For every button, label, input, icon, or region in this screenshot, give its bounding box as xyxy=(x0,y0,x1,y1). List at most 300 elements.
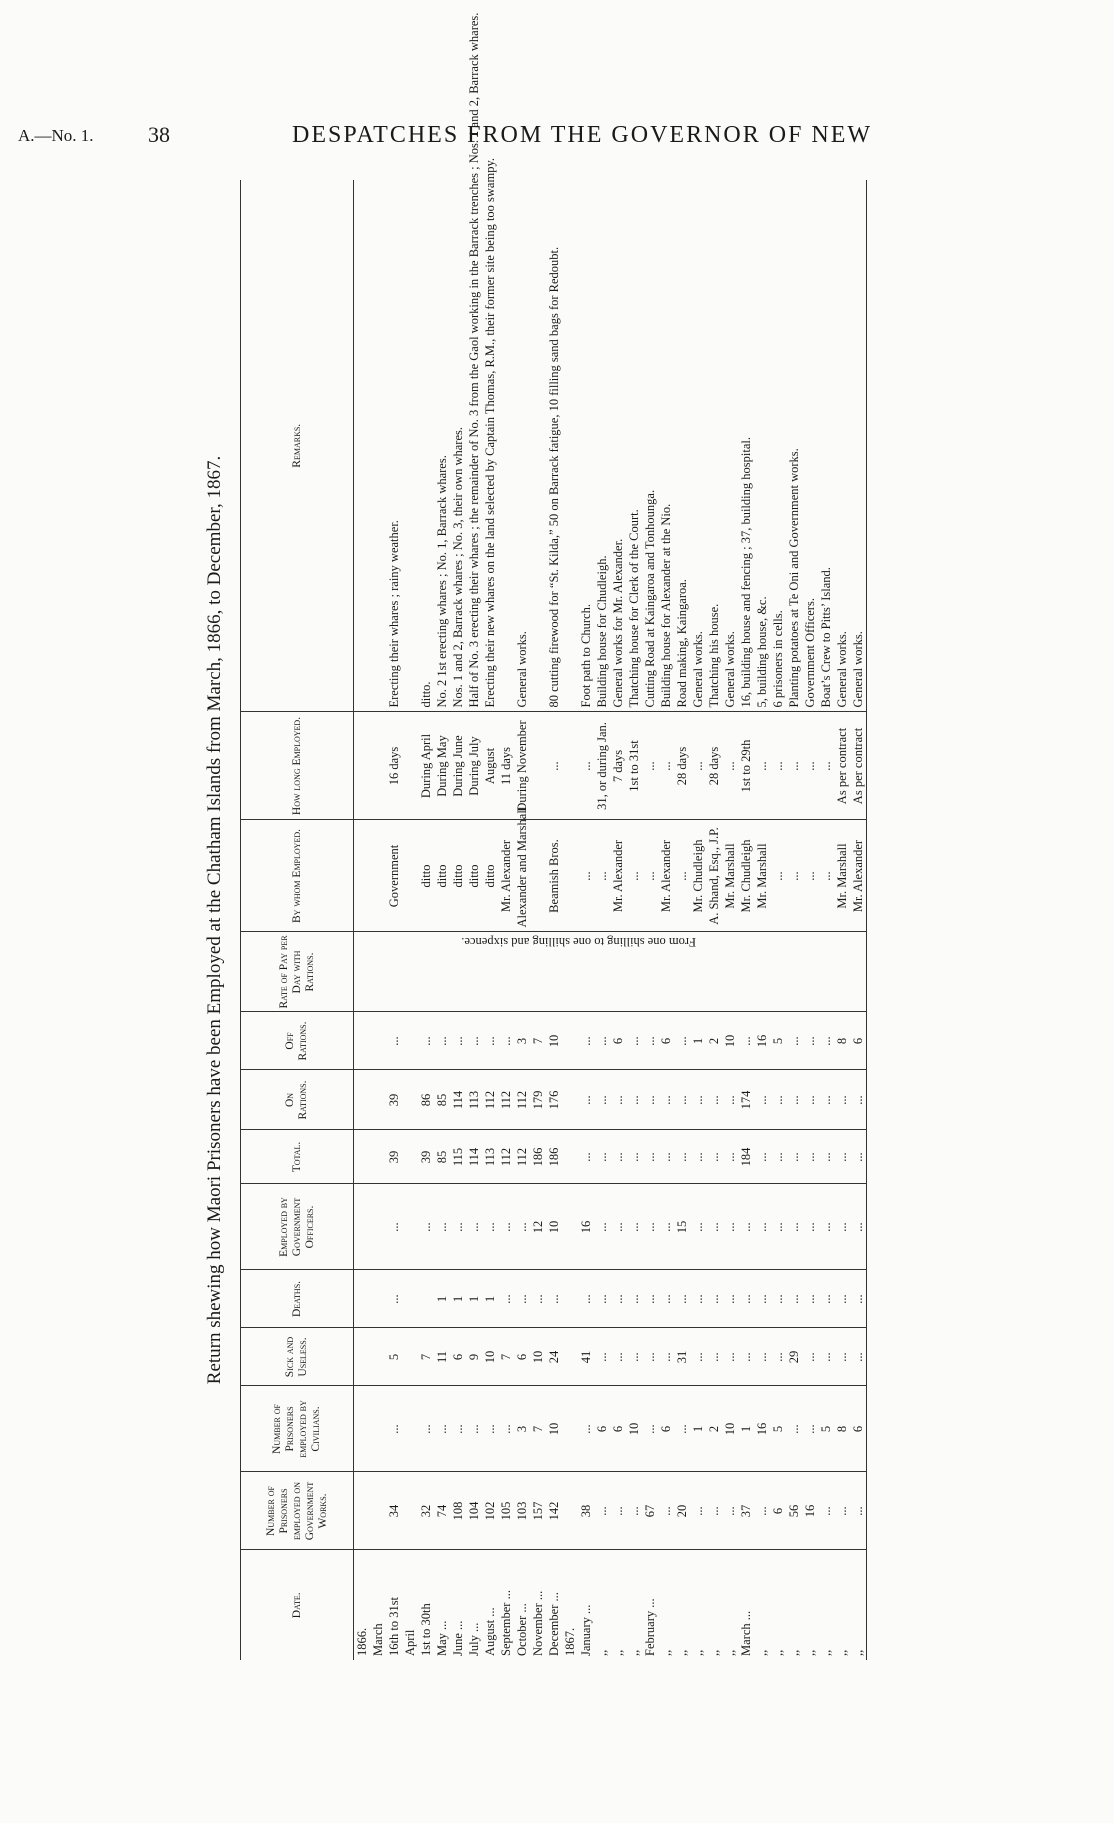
cell-remarks: Erecting their new whares on the land selected by Captain Thomas, R.M., their former site being too swampy. xyxy=(482,180,498,712)
cell-remarks: General works. xyxy=(834,180,850,712)
cell-govt-officers xyxy=(402,1184,418,1270)
table-title: Return shewing how Maori Prisoners have been Employed at the Chatham Islands from March, 1866, to December, 1867. xyxy=(204,455,225,1385)
col-deaths: Deaths. xyxy=(241,1270,354,1328)
cell-govt-works: ... xyxy=(658,1472,674,1550)
cell-by-whom: Mr. Alexander xyxy=(498,820,514,932)
cell-deaths: ... xyxy=(706,1270,722,1328)
cell-date: ,, xyxy=(611,1649,625,1656)
cell-by-whom: ... xyxy=(594,820,610,932)
cell-by-whom: Mr. Chudleigh xyxy=(738,820,754,932)
cell-civilians xyxy=(370,1386,386,1472)
cell-civilians: 6 xyxy=(658,1386,674,1472)
cell-civilians: 6 xyxy=(850,1386,867,1472)
cell-by-whom: ... xyxy=(626,820,642,932)
cell-by-whom: ditto xyxy=(482,820,498,932)
cell-govt-officers: ... xyxy=(658,1184,674,1270)
cell-govt-officers: ... xyxy=(834,1184,850,1270)
cell-sick: ... xyxy=(738,1328,754,1386)
cell-remarks: Erecting their whares ; rainy weather. xyxy=(386,180,402,712)
rate-of-pay-text: From one shilling to one shilling and sixpence. xyxy=(461,935,697,950)
cell-by-whom: ditto xyxy=(434,820,450,932)
cell-govt-works: 20 xyxy=(674,1472,690,1550)
cell-how-long xyxy=(562,712,578,820)
cell-sick: 10 xyxy=(482,1328,498,1386)
cell-on-rations: ... xyxy=(754,1070,770,1130)
cell-govt-works: 105 xyxy=(498,1472,514,1550)
cell-remarks: 16, building house and fencing ; 37, building hospital. xyxy=(738,180,754,712)
cell-sick: ... xyxy=(850,1328,867,1386)
cell-on-rations: ... xyxy=(818,1070,834,1130)
cell-on-rations: ... xyxy=(706,1070,722,1130)
cell-how-long: 11 days xyxy=(498,712,514,820)
cell-sick: 31 xyxy=(674,1328,690,1386)
cell-rate xyxy=(386,932,402,1012)
cell-govt-works: 108 xyxy=(450,1472,466,1550)
col-civilians: Number of Prisoners employed by Civilians. xyxy=(241,1386,354,1472)
cell-remarks: General works. xyxy=(850,180,867,712)
cell-how-long: 16 days xyxy=(386,712,402,820)
cell-rate xyxy=(466,932,482,1012)
cell-how-long: 1st to 29th xyxy=(738,712,754,820)
cell-total: ... xyxy=(626,1130,642,1184)
cell-civilians: ... xyxy=(642,1386,658,1472)
cell-sick xyxy=(562,1328,578,1386)
cell-date: March xyxy=(371,1623,385,1656)
cell-govt-works: ... xyxy=(690,1472,706,1550)
cell-total: 112 xyxy=(514,1130,530,1184)
cell-total: ... xyxy=(786,1130,802,1184)
cell-date: ,, xyxy=(659,1649,673,1656)
cell-rate xyxy=(626,932,642,1012)
cell-date: May ... xyxy=(435,1620,449,1656)
cell-sick: ... xyxy=(690,1328,706,1386)
table-row xyxy=(354,180,371,1660)
cell-on-rations: ... xyxy=(770,1070,786,1130)
table-row xyxy=(802,180,818,1660)
cell-on-rations: 112 xyxy=(482,1070,498,1130)
cell-civilians: ... xyxy=(482,1386,498,1472)
cell-deaths: 1 xyxy=(482,1270,498,1328)
cell-date: October ... xyxy=(515,1603,529,1656)
cell-govt-works: ... xyxy=(834,1472,850,1550)
cell-sick: ... xyxy=(802,1328,818,1386)
cell-remarks: Planting potatoes at Te Oni and Government works. xyxy=(786,180,802,712)
cell-total: ... xyxy=(802,1130,818,1184)
cell-date: July ... xyxy=(467,1622,481,1656)
cell-deaths: 1 xyxy=(450,1270,466,1328)
cell-remarks: ditto. xyxy=(418,180,434,712)
cell-how-long: During July xyxy=(466,712,482,820)
cell-remarks: Building house for Chudleigh. xyxy=(594,180,610,712)
cell-rate xyxy=(498,932,514,1012)
cell-sick xyxy=(354,1328,371,1386)
cell-sick: ... xyxy=(626,1328,642,1386)
cell-total: 115 xyxy=(450,1130,466,1184)
cell-how-long: During November xyxy=(514,712,530,820)
cell-govt-officers: ... xyxy=(818,1184,834,1270)
cell-off-rations: ... xyxy=(466,1012,482,1070)
cell-on-rations: ... xyxy=(690,1070,706,1130)
cell-remarks xyxy=(562,180,578,712)
cell-off-rations: ... xyxy=(386,1012,402,1070)
cell-rate xyxy=(514,932,530,1012)
cell-remarks: General works. xyxy=(514,180,530,712)
cell-rate xyxy=(642,932,658,1012)
cell-remarks: Building house for Alexander at the Nio. xyxy=(658,180,674,712)
cell-sick: 7 xyxy=(418,1328,434,1386)
cell-govt-officers: ... xyxy=(498,1184,514,1270)
cell-how-long: ... xyxy=(786,712,802,820)
cell-rate xyxy=(562,932,578,1012)
cell-civilians xyxy=(402,1386,418,1472)
cell-how-long: ... xyxy=(578,712,594,820)
cell-rate xyxy=(706,932,722,1012)
cell-remarks: No. 2 1st erecting whares ; No. 1, Barrack whares. xyxy=(434,180,450,712)
cell-by-whom: Mr. Alexander xyxy=(658,820,674,932)
cell-rate xyxy=(546,932,562,1012)
cell-off-rations: ... xyxy=(642,1012,658,1070)
cell-how-long: During April xyxy=(418,712,434,820)
cell-govt-works: 142 xyxy=(546,1472,562,1550)
cell-deaths: ... xyxy=(514,1270,530,1328)
cell-date: February ... xyxy=(643,1598,657,1656)
cell-date: ,, xyxy=(851,1649,865,1656)
cell-remarks: Cutting Road at Kaingaroa and Tonhounga. xyxy=(642,180,658,712)
cell-remarks xyxy=(370,180,386,712)
cell-sick: ... xyxy=(818,1328,834,1386)
cell-total: 184 xyxy=(738,1130,754,1184)
cell-on-rations: ... xyxy=(674,1070,690,1130)
cell-civilians: ... xyxy=(386,1386,402,1472)
cell-date: ,, xyxy=(675,1649,689,1656)
cell-civilians: ... xyxy=(802,1386,818,1472)
cell-govt-officers: ... xyxy=(850,1184,867,1270)
cell-total: ... xyxy=(706,1130,722,1184)
cell-deaths: ... xyxy=(386,1270,402,1328)
cell-remarks: Boat’s Crew to Pitts’ Island. xyxy=(818,180,834,712)
cell-by-whom: ... xyxy=(578,820,594,932)
cell-on-rations: ... xyxy=(594,1070,610,1130)
cell-remarks: Foot path to Church. xyxy=(578,180,594,712)
cell-sick: 9 xyxy=(466,1328,482,1386)
cell-on-rations xyxy=(562,1070,578,1130)
cell-govt-officers: ... xyxy=(706,1184,722,1270)
cell-civilians: 10 xyxy=(626,1386,642,1472)
cell-deaths xyxy=(402,1270,418,1328)
cell-how-long: As per contract xyxy=(834,712,850,820)
cell-total: ... xyxy=(754,1130,770,1184)
cell-how-long: ... xyxy=(802,712,818,820)
cell-on-rations: 113 xyxy=(466,1070,482,1130)
cell-date: ,, xyxy=(787,1649,801,1656)
cell-date: November ... xyxy=(531,1590,545,1656)
cell-by-whom: ... xyxy=(818,820,834,932)
cell-off-rations: 7 xyxy=(530,1012,546,1070)
cell-govt-officers: ... xyxy=(386,1184,402,1270)
cell-govt-officers: 16 xyxy=(578,1184,594,1270)
cell-civilians: 1 xyxy=(738,1386,754,1472)
cell-off-rations: 1 xyxy=(690,1012,706,1070)
cell-on-rations: ... xyxy=(786,1070,802,1130)
table-row xyxy=(850,180,867,1660)
cell-sick: ... xyxy=(770,1328,786,1386)
cell-by-whom: ... xyxy=(786,820,802,932)
cell-govt-officers: ... xyxy=(594,1184,610,1270)
cell-off-rations: 6 xyxy=(658,1012,674,1070)
cell-remarks: Thatching house for Clerk of the Court. xyxy=(626,180,642,712)
cell-by-whom: ... xyxy=(642,820,658,932)
cell-how-long: August xyxy=(482,712,498,820)
cell-rate xyxy=(530,932,546,1012)
cell-date: ,, xyxy=(707,1649,721,1656)
cell-how-long: ... xyxy=(690,712,706,820)
cell-govt-officers: ... xyxy=(434,1184,450,1270)
cell-deaths: ... xyxy=(786,1270,802,1328)
cell-sick xyxy=(370,1328,386,1386)
cell-on-rations: ... xyxy=(610,1070,626,1130)
cell-by-whom: Government xyxy=(386,820,402,932)
col-govt-officers: Employed by Government Officers. xyxy=(241,1184,354,1270)
cell-deaths: ... xyxy=(594,1270,610,1328)
table-row xyxy=(818,180,834,1660)
page-header xyxy=(0,0,1114,200)
cell-total: 39 xyxy=(386,1130,402,1184)
cell-by-whom: ditto xyxy=(466,820,482,932)
cell-civilians: 10 xyxy=(546,1386,562,1472)
cell-how-long: 1st to 31st xyxy=(626,712,642,820)
cell-sick: 41 xyxy=(578,1328,594,1386)
cell-off-rations: ... xyxy=(450,1012,466,1070)
cell-remarks: 80 cutting firewood for “St. Kilda,” 50 on Barrack fatigue, 10 filling sand bags for Redoubt. xyxy=(546,180,562,712)
cell-deaths: ... xyxy=(834,1270,850,1328)
cell-sick: 24 xyxy=(546,1328,562,1386)
cell-how-long: As per contract xyxy=(850,712,867,820)
cell-rate xyxy=(834,932,850,1012)
cell-on-rations: 174 xyxy=(738,1070,754,1130)
cell-rate xyxy=(722,932,738,1012)
cell-on-rations: 112 xyxy=(514,1070,530,1130)
cell-date: 1866. xyxy=(355,1627,369,1656)
cell-govt-works: 74 xyxy=(434,1472,450,1550)
cell-off-rations: ... xyxy=(626,1012,642,1070)
cell-by-whom: Mr. Chudleigh xyxy=(690,820,706,932)
cell-deaths: ... xyxy=(546,1270,562,1328)
cell-rate xyxy=(786,932,802,1012)
col-rate: Rate of Pay per Day with Rations. xyxy=(241,932,354,1012)
cell-govt-officers: ... xyxy=(690,1184,706,1270)
cell-sick: ... xyxy=(834,1328,850,1386)
cell-by-whom: Beamish Bros. xyxy=(546,820,562,932)
cell-off-rations: 5 xyxy=(770,1012,786,1070)
cell-on-rations: ... xyxy=(642,1070,658,1130)
cell-total xyxy=(354,1130,371,1184)
cell-govt-officers xyxy=(562,1184,578,1270)
cell-rate xyxy=(434,932,450,1012)
cell-sick: 10 xyxy=(530,1328,546,1386)
cell-off-rations xyxy=(562,1012,578,1070)
cell-deaths xyxy=(418,1270,434,1328)
cell-civilians: ... xyxy=(434,1386,450,1472)
cell-on-rations: ... xyxy=(658,1070,674,1130)
cell-govt-officers: ... xyxy=(466,1184,482,1270)
cell-date: ,, xyxy=(723,1649,737,1656)
cell-govt-works: ... xyxy=(754,1472,770,1550)
cell-deaths xyxy=(562,1270,578,1328)
col-how-long: How long Employed. xyxy=(241,712,354,820)
cell-sick: 5 xyxy=(386,1328,402,1386)
cell-deaths: ... xyxy=(754,1270,770,1328)
cell-rate xyxy=(690,932,706,1012)
col-sick: Sick and Useless. xyxy=(241,1328,354,1386)
cell-date: ,, xyxy=(627,1649,641,1656)
cell-govt-officers: ... xyxy=(770,1184,786,1270)
table-row xyxy=(834,180,850,1660)
cell-govt-works: 16 xyxy=(802,1472,818,1550)
cell-how-long xyxy=(354,712,371,820)
cell-date: ,, xyxy=(691,1649,705,1656)
cell-remarks: General works. xyxy=(722,180,738,712)
cell-total: 186 xyxy=(530,1130,546,1184)
cell-off-rations xyxy=(370,1012,386,1070)
table-header-row xyxy=(241,180,354,1660)
cell-govt-officers: ... xyxy=(610,1184,626,1270)
cell-how-long: During June xyxy=(450,712,466,820)
cell-govt-officers: ... xyxy=(642,1184,658,1270)
col-on-rations: On Rations. xyxy=(241,1070,354,1130)
cell-remarks: 6 prisoners in cells. xyxy=(770,180,786,712)
cell-rate xyxy=(850,932,867,1012)
cell-off-rations: 10 xyxy=(722,1012,738,1070)
cell-govt-works: 104 xyxy=(466,1472,482,1550)
cell-civilians: ... xyxy=(498,1386,514,1472)
cell-govt-officers xyxy=(370,1184,386,1270)
cell-how-long: 28 days xyxy=(706,712,722,820)
cell-remarks xyxy=(498,180,514,712)
cell-how-long: ... xyxy=(658,712,674,820)
cell-how-long: ... xyxy=(754,712,770,820)
cell-total: 39 xyxy=(418,1130,434,1184)
cell-how-long: ... xyxy=(722,712,738,820)
cell-off-rations: ... xyxy=(578,1012,594,1070)
cell-date: ,, xyxy=(835,1649,849,1656)
cell-sick: ... xyxy=(610,1328,626,1386)
document-reference: A.—No. 1. xyxy=(18,126,94,145)
cell-civilians xyxy=(354,1386,371,1472)
cell-how-long: ... xyxy=(546,712,562,820)
cell-by-whom: Mr. Alexander xyxy=(850,820,867,932)
cell-govt-works: 157 xyxy=(530,1472,546,1550)
cell-rate xyxy=(738,932,754,1012)
cell-total: ... xyxy=(850,1130,867,1184)
cell-deaths: 1 xyxy=(466,1270,482,1328)
cell-govt-works: ... xyxy=(610,1472,626,1550)
cell-govt-officers: 10 xyxy=(546,1184,562,1270)
cell-by-whom: ... xyxy=(802,820,818,932)
cell-rate xyxy=(610,932,626,1012)
cell-rate xyxy=(658,932,674,1012)
cell-deaths: ... xyxy=(658,1270,674,1328)
cell-govt-officers: ... xyxy=(738,1184,754,1270)
cell-total: ... xyxy=(578,1130,594,1184)
cell-total: ... xyxy=(642,1130,658,1184)
cell-govt-officers: ... xyxy=(482,1184,498,1270)
cell-off-rations: 16 xyxy=(754,1012,770,1070)
cell-govt-works: 67 xyxy=(642,1472,658,1550)
cell-off-rations: ... xyxy=(434,1012,450,1070)
page-number: 38 xyxy=(148,122,170,147)
cell-total: ... xyxy=(690,1130,706,1184)
cell-remarks: General works for Mr. Alexander. xyxy=(610,180,626,712)
cell-govt-works: 102 xyxy=(482,1472,498,1550)
cell-rate xyxy=(418,932,434,1012)
cell-deaths: 1 xyxy=(434,1270,450,1328)
cell-civilians: ... xyxy=(786,1386,802,1472)
cell-off-rations: 8 xyxy=(834,1012,850,1070)
col-total: Total. xyxy=(241,1130,354,1184)
cell-civilians: ... xyxy=(466,1386,482,1472)
cell-total: ... xyxy=(594,1130,610,1184)
cell-on-rations: ... xyxy=(626,1070,642,1130)
cell-sick: 6 xyxy=(450,1328,466,1386)
cell-on-rations: ... xyxy=(850,1070,867,1130)
cell-govt-officers: 12 xyxy=(530,1184,546,1270)
cell-off-rations xyxy=(354,1012,371,1070)
cell-rate xyxy=(482,932,498,1012)
cell-on-rations xyxy=(354,1070,371,1130)
cell-total: ... xyxy=(818,1130,834,1184)
cell-off-rations: ... xyxy=(802,1012,818,1070)
cell-on-rations: 179 xyxy=(530,1070,546,1130)
cell-remarks: 5, building house, &c. xyxy=(754,180,770,712)
cell-how-long: 7 days xyxy=(610,712,626,820)
cell-by-whom: ditto xyxy=(450,820,466,932)
cell-on-rations: ... xyxy=(578,1070,594,1130)
cell-date: ,, xyxy=(771,1649,785,1656)
cell-civilians: 3 xyxy=(514,1386,530,1472)
cell-civilians: ... xyxy=(418,1386,434,1472)
cell-deaths: ... xyxy=(722,1270,738,1328)
cell-deaths: ... xyxy=(738,1270,754,1328)
cell-govt-works: 38 xyxy=(578,1472,594,1550)
cell-civilians: 5 xyxy=(770,1386,786,1472)
cell-deaths: ... xyxy=(578,1270,594,1328)
col-date: Date. xyxy=(241,1550,354,1660)
cell-by-whom: Mr. Marshall xyxy=(754,820,770,932)
cell-govt-works: ... xyxy=(850,1472,867,1550)
cell-by-whom: A. Shand, Esq., J.P. xyxy=(706,820,722,932)
cell-sick: ... xyxy=(642,1328,658,1386)
col-by-whom: By whom Employed. xyxy=(241,820,354,932)
cell-govt-works: 32 xyxy=(418,1472,434,1550)
cell-deaths: ... xyxy=(626,1270,642,1328)
cell-remarks xyxy=(402,180,418,712)
cell-govt-works: ... xyxy=(706,1472,722,1550)
cell-deaths: ... xyxy=(674,1270,690,1328)
cell-off-rations: 6 xyxy=(850,1012,867,1070)
cell-deaths xyxy=(370,1270,386,1328)
cell-govt-officers: ... xyxy=(786,1184,802,1270)
cell-total: 113 xyxy=(482,1130,498,1184)
cell-total: ... xyxy=(770,1130,786,1184)
cell-on-rations: 176 xyxy=(546,1070,562,1130)
cell-govt-works xyxy=(370,1472,386,1550)
cell-govt-works: ... xyxy=(594,1472,610,1550)
cell-civilians: 8 xyxy=(834,1386,850,1472)
cell-how-long: ... xyxy=(770,712,786,820)
cell-rate xyxy=(818,932,834,1012)
cell-date: 1867. xyxy=(563,1627,577,1656)
cell-date: 1st to 30th xyxy=(419,1603,433,1656)
